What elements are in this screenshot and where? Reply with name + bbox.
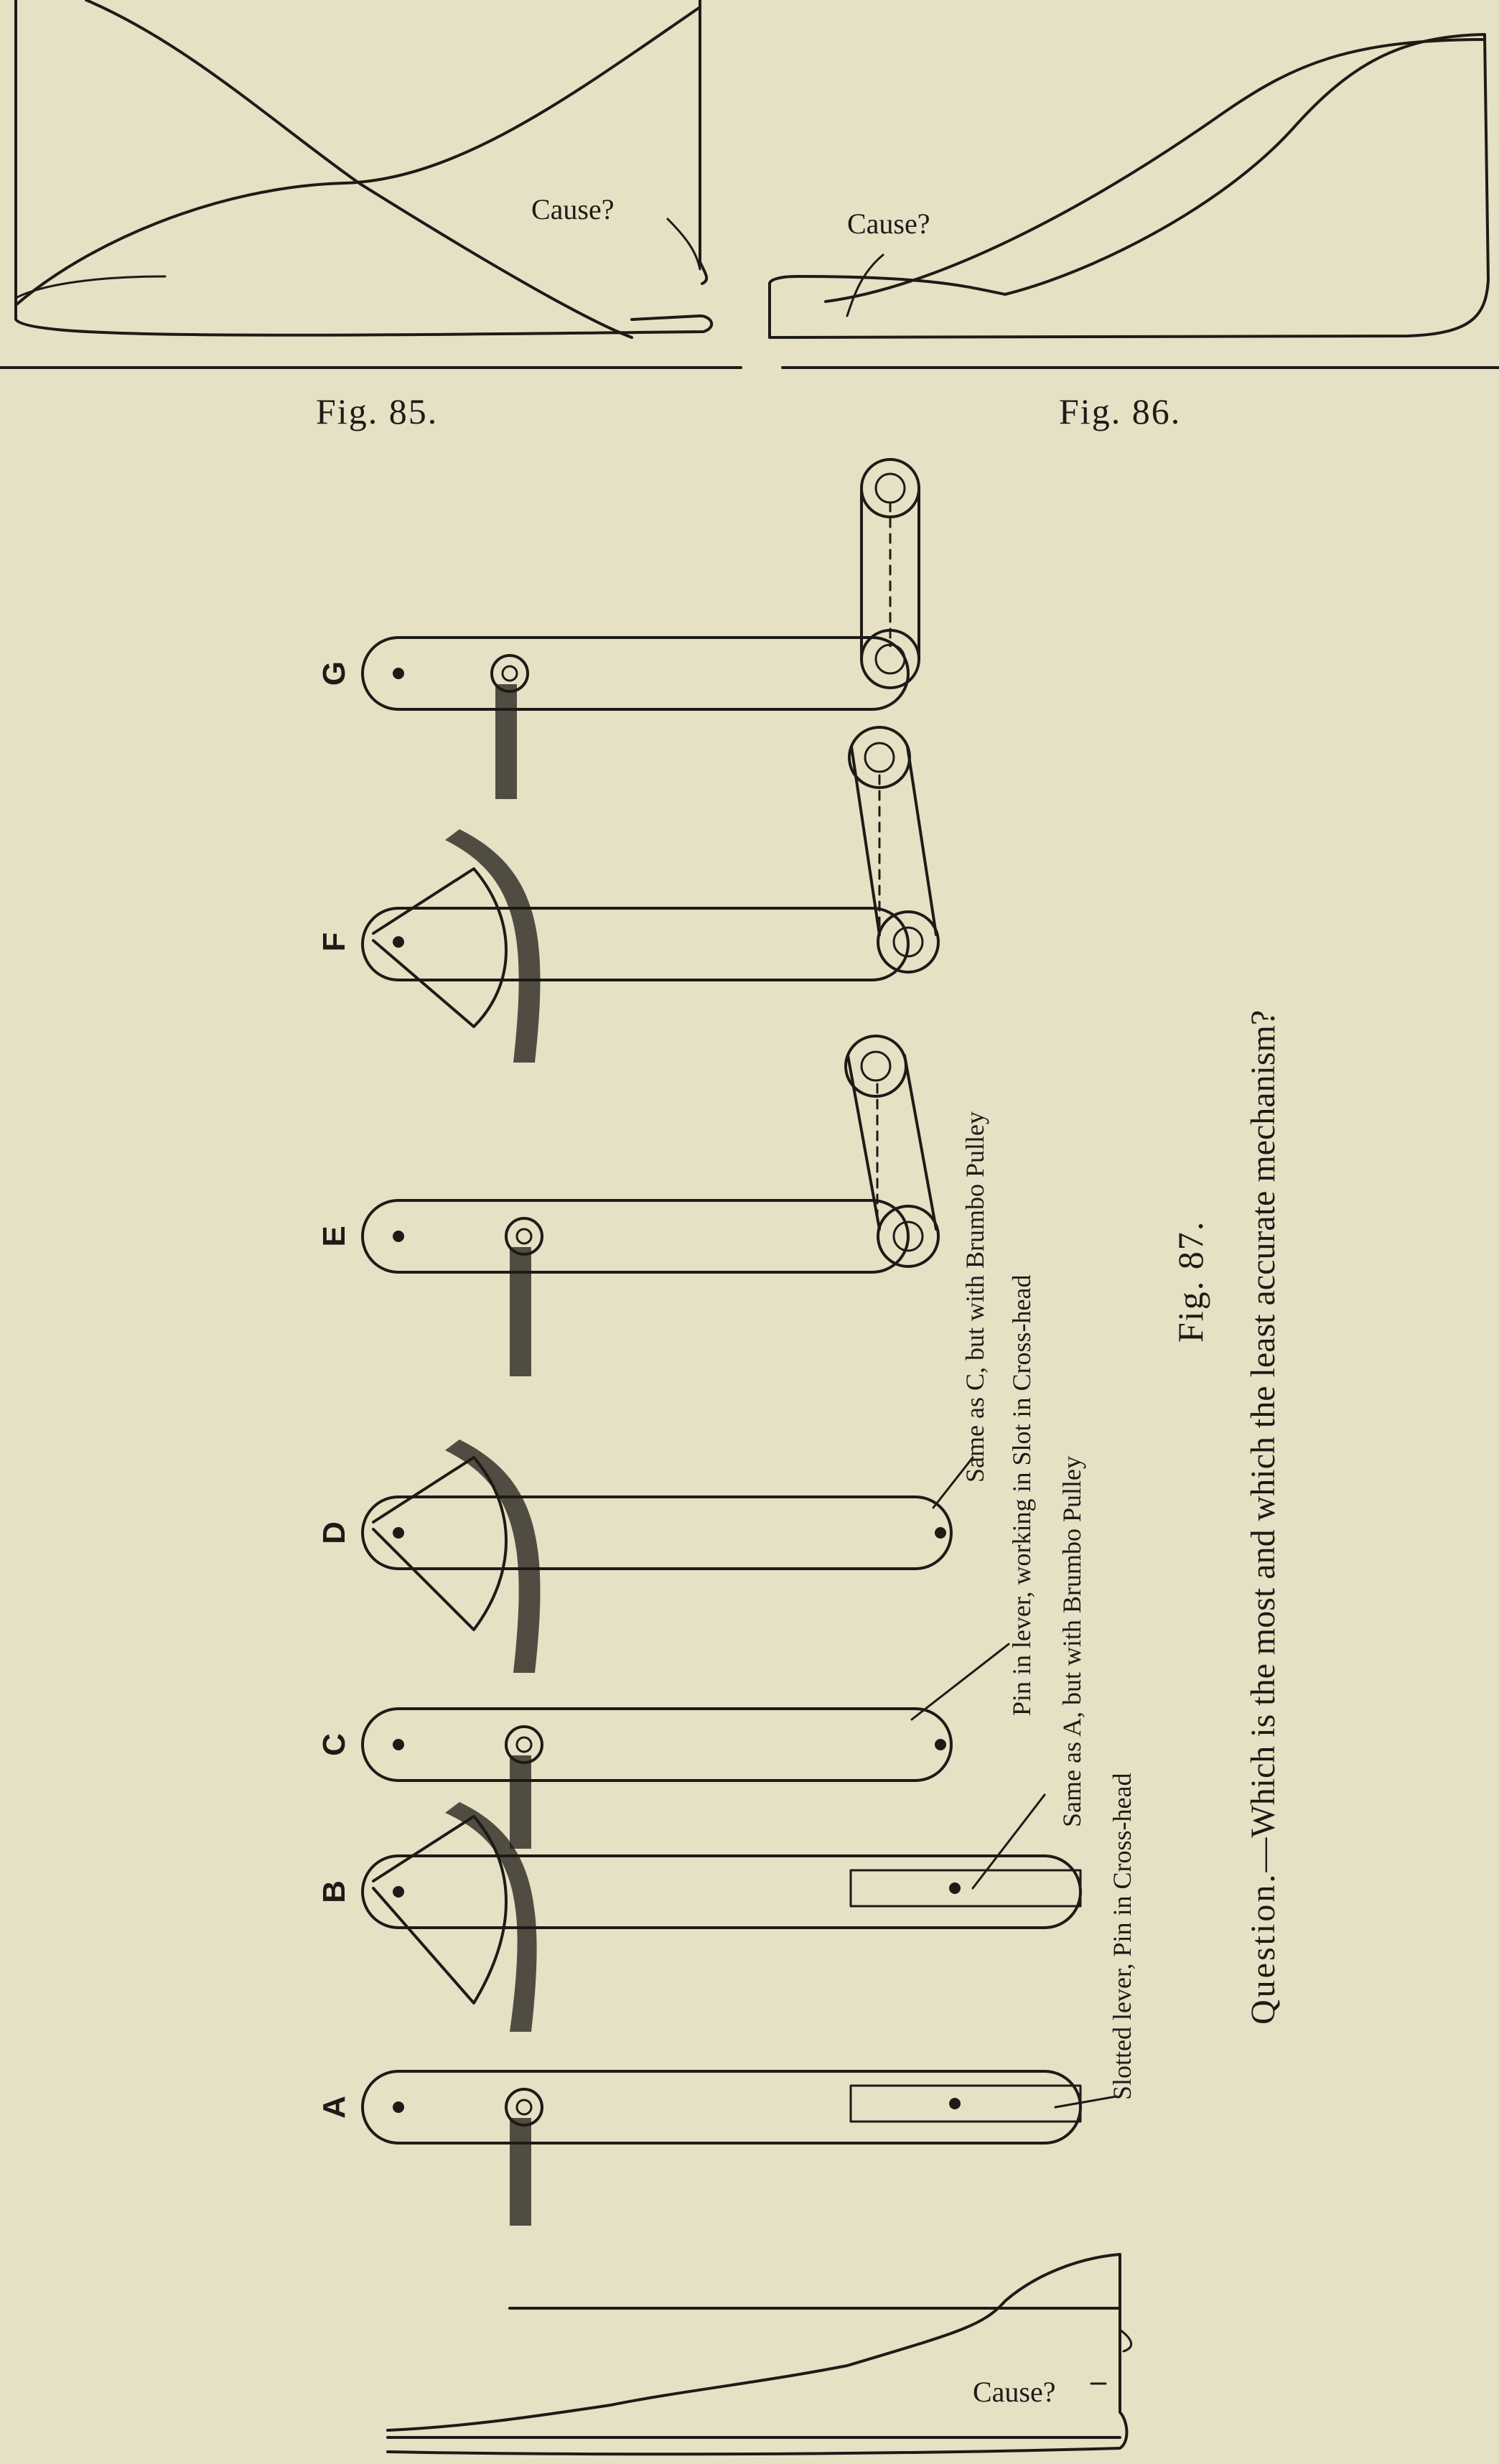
fig87-mechanisms	[317, 459, 1116, 2226]
fig85-annotation: Cause?	[531, 193, 615, 225]
bottom-annotation: Cause?	[973, 2376, 1056, 2408]
leader-c	[912, 1644, 1009, 1719]
question-label: Question.	[1244, 1872, 1282, 2025]
mechanism-e-label: E	[317, 1226, 352, 1247]
mechanism-f	[317, 727, 938, 1063]
mechanism-c-label: C	[317, 1733, 352, 1756]
fig85-caption: Fig. 85.	[316, 391, 439, 431]
pivot-dot	[393, 2101, 404, 2113]
mechanism-b	[317, 1802, 1080, 2032]
mechanism-d	[317, 1439, 951, 1673]
note-d: Same as C, but with Brumbo Pulley	[961, 1111, 989, 1483]
bottom-diagram	[388, 2254, 1131, 2454]
mechanism-g-label: G	[317, 661, 352, 686]
fig86-caption: Fig. 86.	[1059, 391, 1182, 431]
fig86-diagram	[770, 34, 1499, 368]
fig86-annotation: Cause?	[847, 207, 930, 240]
mechanism-b-label: B	[317, 1880, 352, 1903]
mechanism-c	[317, 1709, 951, 1849]
mechanism-a-label: A	[317, 2096, 352, 2119]
note-c: Pin in lever, working in Slot in Cross-head	[1007, 1274, 1036, 1716]
mechanism-e	[317, 1036, 938, 1376]
pin-dot	[949, 2098, 961, 2109]
leader-b	[973, 1795, 1045, 1888]
fig85-diagram	[0, 0, 741, 368]
note-b: Same as A, but with Brumbo Pulley	[1057, 1456, 1086, 1827]
question-line	[1244, 1010, 1282, 2025]
fig87-caption: Fig. 87.	[1170, 1220, 1210, 1343]
mechanism-g	[317, 459, 919, 799]
mechanism-d-label: D	[317, 1521, 352, 1544]
mechanism-a	[317, 2071, 1080, 2226]
note-a: Slotted lever, Pin in Cross-head	[1108, 1773, 1136, 2100]
mechanism-f-label: F	[317, 932, 352, 952]
question-text: —Which is the most and which the least accurate mechanism?	[1244, 1009, 1282, 1872]
